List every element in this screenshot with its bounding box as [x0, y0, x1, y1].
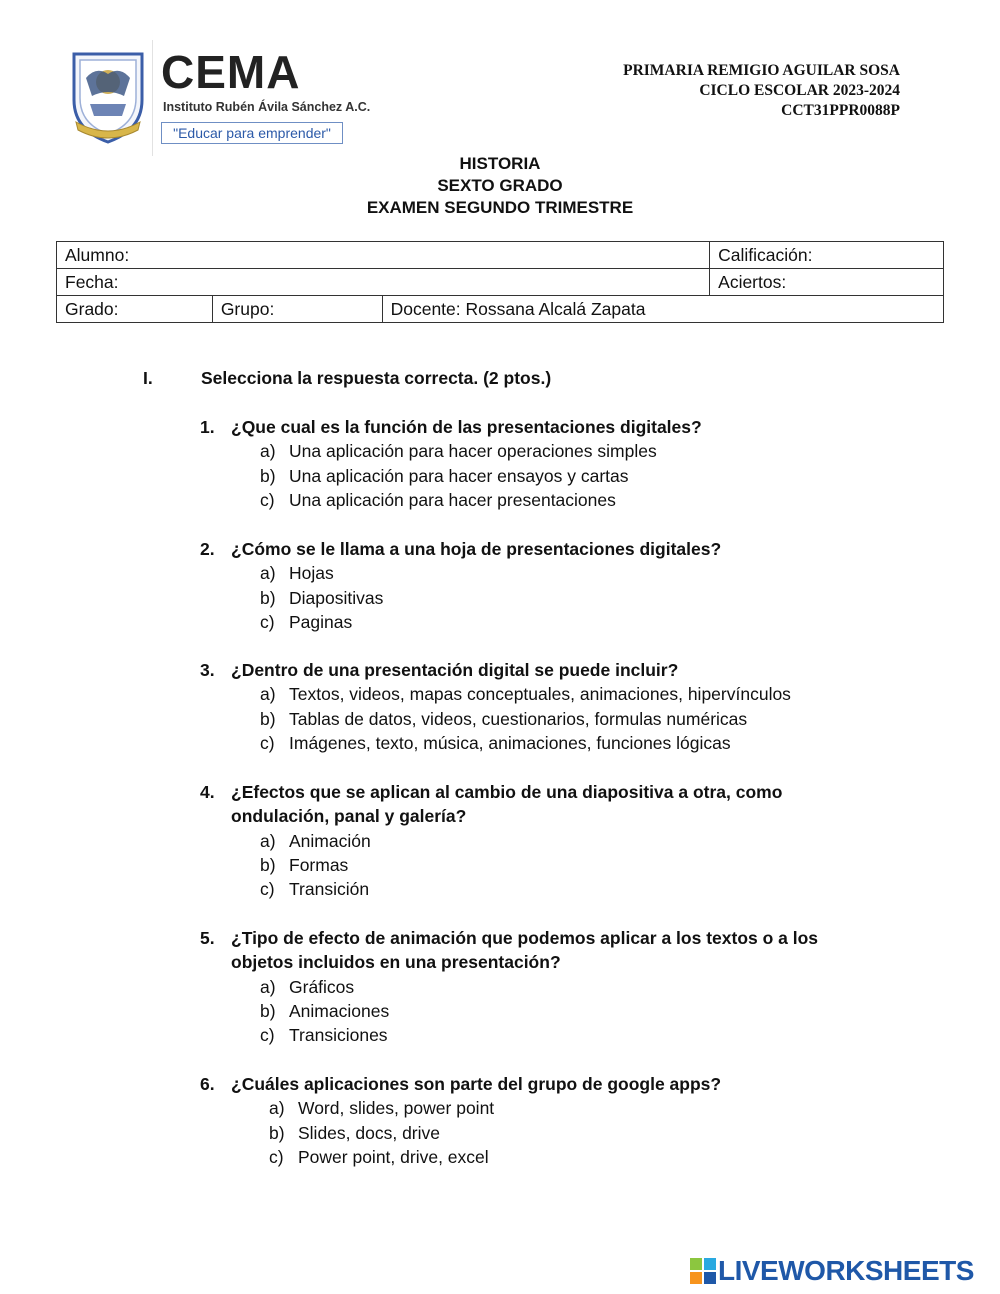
- section-instruction: Selecciona la respuesta correcta. (2 ptos.): [201, 368, 552, 388]
- question-3: [200, 658, 880, 755]
- question-text: ¿Que cual es la función de las presentaciones digitales?: [231, 417, 702, 437]
- option-text: Tablas de datos, videos, cuestionarios, formulas numéricas: [289, 708, 748, 729]
- option-text: Animación: [289, 830, 371, 851]
- option-text: Formas: [289, 854, 349, 875]
- option-label: c): [260, 732, 275, 753]
- option-label: b): [269, 1122, 285, 1143]
- option-label: c): [260, 611, 275, 632]
- question-number: 1.: [200, 417, 215, 437]
- exam-titles: [0, 153, 1000, 219]
- answer-option[interactable]: [200, 561, 880, 585]
- question-text: ¿Cómo se le llama a una hoja de presentaciones digitales?: [231, 539, 722, 559]
- option-text: Gráficos: [289, 976, 355, 997]
- answer-option[interactable]: [200, 731, 880, 755]
- school-name: PRIMARIA REMIGIO AGUILAR SOSA: [623, 62, 900, 79]
- question-number: 3.: [200, 660, 215, 680]
- calificacion-field[interactable]: Calificación:: [710, 242, 944, 269]
- crest-icon: [66, 48, 150, 144]
- question-number: 4.: [200, 782, 215, 802]
- aciertos-field[interactable]: Aciertos:: [710, 269, 944, 296]
- option-text: Transiciones: [289, 1025, 388, 1046]
- answer-option[interactable]: [200, 586, 880, 610]
- option-text: Transición: [289, 879, 370, 900]
- question-text: ¿Efectos que se aplican al cambio de una diapositiva a otra, como ondulación, panal y galería?: [231, 782, 783, 827]
- question-number: 5.: [200, 928, 215, 948]
- option-label: c): [260, 879, 275, 900]
- logo-motto: "Educar para emprender": [161, 122, 343, 144]
- option-label: b): [260, 465, 276, 486]
- answer-option[interactable]: [200, 610, 880, 634]
- option-text: Una aplicación para hacer presentaciones: [289, 489, 616, 510]
- option-label: c): [260, 489, 275, 510]
- option-text: Una aplicación para hacer ensayos y cartas: [289, 465, 629, 486]
- answer-option[interactable]: [200, 1096, 880, 1120]
- answer-option[interactable]: [200, 829, 880, 853]
- exam-title: EXAMEN SEGUNDO TRIMESTRE: [366, 198, 634, 217]
- answer-option[interactable]: [200, 1023, 880, 1047]
- option-label: b): [260, 854, 276, 875]
- question-number: 6.: [200, 1074, 215, 1094]
- option-label: b): [260, 708, 276, 729]
- alumno-field[interactable]: Alumno:: [57, 242, 710, 269]
- answer-option[interactable]: [200, 464, 880, 488]
- question-6: [200, 1072, 880, 1169]
- option-label: b): [260, 587, 276, 608]
- question-2: [200, 537, 880, 634]
- school-logo: [66, 40, 371, 156]
- school-cct: CCT31PPR0088P: [781, 102, 900, 119]
- answer-option[interactable]: [200, 1145, 880, 1169]
- section-number: I.: [143, 368, 153, 388]
- subject-title: HISTORIA: [459, 154, 541, 173]
- option-label: a): [269, 1098, 285, 1119]
- option-label: c): [260, 1025, 275, 1046]
- question-text: ¿Cuáles aplicaciones son parte del grupo de google apps?: [231, 1074, 722, 1094]
- option-text: Diapositivas: [289, 587, 384, 608]
- option-text: Power point, drive, excel: [298, 1146, 489, 1167]
- answer-option[interactable]: [200, 853, 880, 877]
- option-label: a): [260, 684, 276, 705]
- answer-option[interactable]: [200, 707, 880, 731]
- docente-field: Docente: Rossana Alcalá Zapata: [382, 296, 943, 323]
- fecha-field[interactable]: Fecha:: [57, 269, 710, 296]
- logo-institute: Instituto Rubén Ávila Sánchez A.C.: [163, 100, 371, 114]
- option-text: Word, slides, power point: [298, 1098, 495, 1119]
- logo-brand: CEMA: [161, 46, 301, 98]
- option-label: a): [260, 563, 276, 584]
- answer-option[interactable]: [200, 682, 880, 706]
- answer-option[interactable]: [200, 975, 880, 999]
- grade-title: SEXTO GRADO: [437, 176, 563, 195]
- answer-option[interactable]: [200, 999, 880, 1023]
- option-text: Imágenes, texto, música, animaciones, funciones lógicas: [289, 732, 731, 753]
- option-text: Hojas: [289, 563, 334, 584]
- option-text: Slides, docs, drive: [298, 1122, 441, 1143]
- question-text: ¿Dentro de una presentación digital se puede incluir?: [231, 660, 679, 680]
- option-label: c): [269, 1146, 284, 1167]
- logo-divider: [152, 40, 153, 156]
- question-5: [200, 926, 880, 1047]
- option-text: Textos, videos, mapas conceptuales, animaciones, hipervínculos: [289, 684, 791, 705]
- question-1: [200, 415, 880, 512]
- option-label: a): [260, 976, 276, 997]
- option-text: Una aplicación para hacer operaciones simples: [289, 441, 657, 462]
- option-label: b): [260, 1000, 276, 1021]
- student-info-table: [56, 241, 944, 323]
- answer-option[interactable]: [200, 488, 880, 512]
- watermark-text: LIVEWORKSHEETS: [718, 1255, 974, 1286]
- school-cycle: CICLO ESCOLAR 2023-2024: [699, 82, 900, 99]
- answer-option[interactable]: [200, 439, 880, 463]
- liveworksheets-icon: [690, 1258, 716, 1284]
- question-4: [200, 780, 880, 901]
- answer-option[interactable]: [200, 1121, 880, 1145]
- answer-option[interactable]: [200, 877, 880, 901]
- question-text: ¿Tipo de efecto de animación que podemos aplicar a los textos o a los objetos incluidos en una presentación?: [231, 928, 819, 973]
- option-text: Animaciones: [289, 1000, 390, 1021]
- option-label: a): [260, 441, 276, 462]
- option-label: a): [260, 830, 276, 851]
- grupo-field[interactable]: Grupo:: [212, 296, 382, 323]
- grado-field[interactable]: Grado:: [57, 296, 213, 323]
- school-header: [623, 61, 900, 121]
- option-text: Paginas: [289, 611, 353, 632]
- question-number: 2.: [200, 539, 215, 559]
